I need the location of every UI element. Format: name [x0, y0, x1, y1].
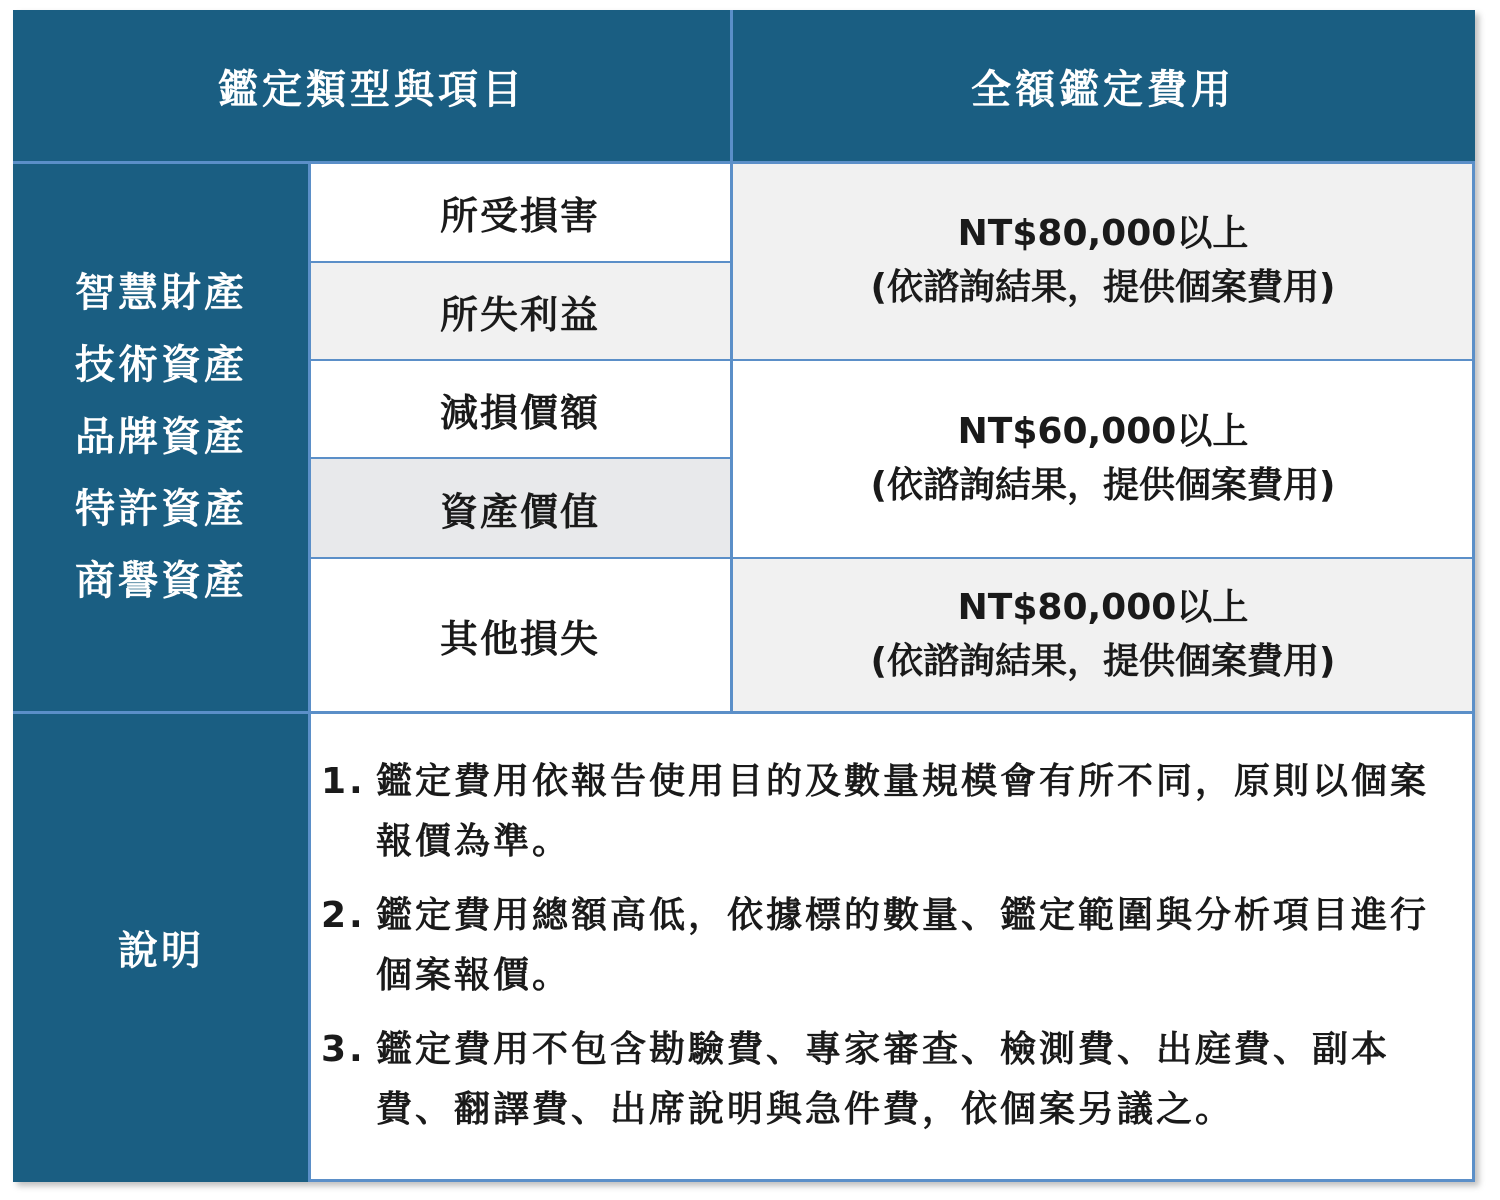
divider [730, 10, 733, 712]
fee-cell [731, 162, 1475, 360]
note-text: 鑑定費用不包含勘驗費、專家審查、檢測費、出庭費、副本費、翻譯費、出席說明與急件費，依個案另議之。 [376, 1029, 1391, 1130]
item-label: 減損價額 [439, 390, 600, 435]
item-label: 其他損失 [439, 616, 600, 661]
fee-amount: NT$60,000以上 [957, 411, 1249, 452]
note-number: 2. [321, 895, 366, 936]
item-label: 所受損害 [439, 193, 600, 238]
item-cell [309, 458, 731, 558]
category-label: 品牌資產 [75, 414, 247, 460]
note-item [321, 886, 1441, 1006]
fee-note: (依諮詢結果，提供個案費用) [870, 465, 1336, 506]
note-number: 3. [321, 1029, 366, 1070]
divider [309, 457, 731, 459]
category-label: 商譽資產 [75, 558, 247, 604]
category-label: 智慧財產 [75, 270, 247, 316]
header-type-items: 鑑定類型與項目 [13, 10, 731, 162]
item-cell [309, 360, 731, 458]
note-text: 鑑定費用依報告使用目的及數量規模會有所不同，原則以個案報價為準。 [376, 761, 1430, 862]
divider [13, 161, 1475, 164]
divider [309, 557, 1475, 559]
fee-table [13, 10, 1475, 1182]
category-cell [13, 162, 309, 712]
divider [308, 162, 311, 1182]
divider [1472, 162, 1475, 1182]
divider [13, 711, 1475, 714]
fee-amount: NT$80,000以上 [957, 587, 1249, 628]
category-label: 特許資產 [75, 486, 247, 532]
category-list [75, 257, 247, 617]
item-label: 資產價值 [439, 489, 600, 534]
item-cell [309, 262, 731, 360]
category-label: 技術資產 [75, 342, 247, 388]
note-number: 1. [321, 761, 366, 802]
note-text: 鑑定費用總額高低，依據標的數量、鑑定範圍與分析項目進行個案報價。 [376, 895, 1430, 996]
note-item [321, 1020, 1441, 1140]
divider [309, 359, 1475, 361]
item-cell [309, 558, 731, 712]
fee-amount: NT$80,000以上 [957, 213, 1249, 254]
fee-cell [731, 360, 1475, 558]
divider [309, 1179, 1475, 1182]
note-item [321, 752, 1441, 872]
notes-label: 說明 [118, 927, 204, 974]
notes-label-cell [13, 712, 309, 1182]
fee-cell [731, 558, 1475, 712]
header-full-fee: 全額鑑定費用 [731, 10, 1475, 162]
item-cell [309, 162, 731, 262]
fee-note: (依諮詢結果，提供個案費用) [870, 267, 1336, 308]
divider [309, 261, 731, 263]
item-label: 所失利益 [439, 292, 600, 337]
fee-note: (依諮詢結果，提供個案費用) [870, 641, 1336, 682]
